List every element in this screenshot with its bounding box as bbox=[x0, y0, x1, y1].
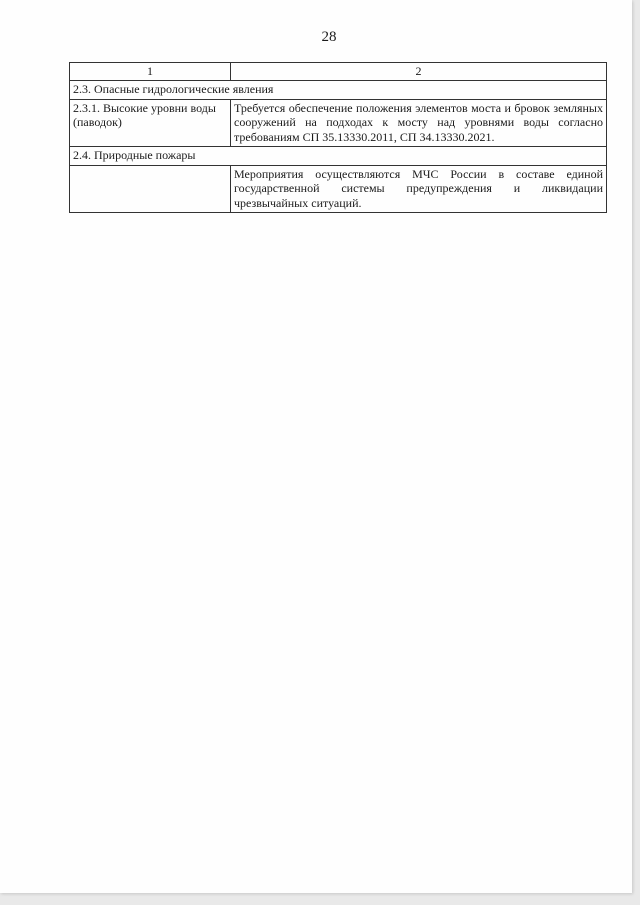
table-header-row bbox=[70, 63, 607, 81]
section-title-hydro: 2.3. Опасные гидрологические явления bbox=[70, 81, 607, 100]
section-row-fires bbox=[70, 147, 607, 166]
column-header-2: 2 bbox=[231, 63, 607, 81]
row-text-fires: Мероприятия осуществляются МЧС России в составе единой государственной системы предупреждения и ликвидации чрезвычайных ситуаций. bbox=[231, 165, 607, 213]
column-header-1: 1 bbox=[70, 63, 231, 81]
row-text-high-water: Требуется обеспечение положения элементов моста и бровок земляных сооружений на подходах к мосту над уровнями воды согласно требованиям СП 35.13330.2011, СП 34.13330.2021. bbox=[231, 99, 607, 147]
section-row-hydro bbox=[70, 81, 607, 100]
page-number: 28 bbox=[321, 29, 337, 45]
table-row-fires bbox=[70, 165, 607, 213]
section-title-fires: 2.4. Природные пожары bbox=[70, 147, 607, 166]
row-label-high-water: 2.3.1. Высокие уровни воды (паводок) bbox=[70, 99, 231, 147]
table-row-high-water bbox=[70, 99, 607, 147]
measures-table bbox=[69, 62, 607, 213]
row-label-fires bbox=[70, 165, 231, 213]
